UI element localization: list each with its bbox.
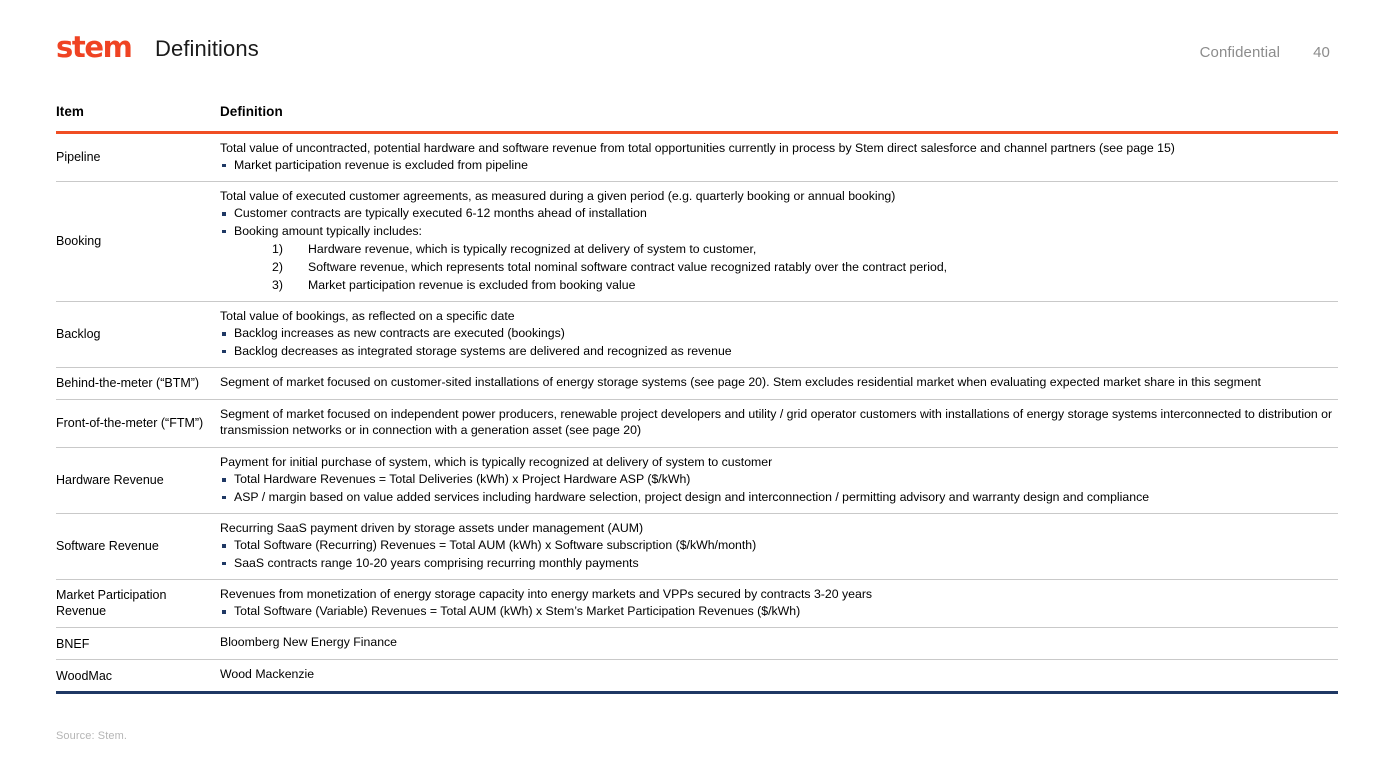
bottom-rule [56, 691, 1338, 694]
definition-numbered-item [220, 260, 1338, 276]
cell-definition [220, 189, 1338, 294]
table-row [56, 628, 1338, 660]
definition-lead-text: Segment of market focused on independent power producers, renewable project developers and utility / grid operator customers with installations of energy storage systems interconnected to distribution or transmission networks or in connection with a generation asset (see page 20) [220, 406, 1333, 437]
cell-item: WoodMac [56, 668, 113, 683]
cell-definition [220, 635, 1338, 652]
source-note: Source: Stem. [56, 730, 127, 742]
list-item-text: Hardware revenue, which is typically recognized at delivery of system to customer, [308, 241, 757, 256]
definition-bullet: Booking amount typically includes: [220, 224, 1338, 240]
definition-bullet: Total Software (Variable) Revenues = Total AUM (kWh) x Stem’s Market Participation Revenues ($/kWh) [220, 604, 1338, 620]
definition-lead-text: Segment of market focused on customer-sited installations of energy storage systems (see page 20). Stem excludes residential market when evaluating expected market share in this segment [220, 374, 1261, 389]
definition-lead-text: Bloomberg New Energy Finance [220, 635, 398, 650]
list-marker: 1) [272, 241, 283, 256]
table-body [56, 134, 1338, 692]
definition-numbered-item [220, 278, 1338, 294]
definition-bullet-list [220, 206, 1338, 239]
definition-bullet: Customer contracts are typically executed 6-12 months ahead of installation [220, 206, 1338, 222]
cell-item: Booking [56, 234, 102, 249]
definition-lead-text: Recurring SaaS payment driven by storage assets under management (AUM) [220, 520, 644, 535]
cell-definition [220, 587, 1338, 620]
cell-definition [220, 309, 1338, 360]
cell-item: Market Participation Revenue [56, 588, 167, 619]
table-row [56, 400, 1338, 448]
definition-numbered-item [220, 242, 1338, 258]
definition-bullet: Total Software (Recurring) Revenues = Total AUM (kWh) x Software subscription ($/kWh/month) [220, 538, 1338, 554]
cell-definition [220, 375, 1338, 392]
table-row [56, 514, 1338, 580]
table-row [56, 182, 1338, 302]
table-row [56, 448, 1338, 514]
slide-header [0, 0, 1388, 96]
table-header-row [56, 104, 1338, 128]
stem-logo: stem [56, 30, 132, 64]
cell-item: Backlog [56, 327, 101, 342]
table-row [56, 302, 1338, 368]
cell-item: Front-of-the-meter (“FTM”) [56, 416, 204, 431]
table-row [56, 580, 1338, 628]
page-number: 40 [1313, 44, 1330, 61]
definition-bullet-list [220, 472, 1338, 505]
cell-item: BNEF [56, 636, 90, 651]
definition-lead-text: Wood Mackenzie [220, 667, 315, 682]
definition-lead-text: Revenues from monetization of energy storage capacity into energy markets and VPPs secured by contracts 3-20 years [220, 586, 873, 601]
cell-item: Pipeline [56, 150, 101, 165]
definition-lead-text: Total value of executed customer agreements, as measured during a given period (e.g. quarterly booking or annual booking) [220, 188, 896, 203]
definition-lead-text: Payment for initial purchase of system, which is typically recognized at delivery of system to customer [220, 454, 773, 469]
cell-item: Behind-the-meter (“BTM”) [56, 376, 200, 391]
definition-bullet-list [220, 326, 1338, 359]
definition-bullet-list [220, 604, 1338, 620]
list-marker: 2) [272, 259, 283, 274]
cell-definition [220, 521, 1338, 572]
cell-definition [220, 407, 1338, 440]
definition-bullet-list [220, 158, 1338, 174]
cell-item: Software Revenue [56, 539, 159, 554]
confidential-label: Confidential [1199, 44, 1280, 61]
definition-lead-text: Total value of uncontracted, potential hardware and software revenue from total opportunities currently in process by Stem direct salesforce and channel partners (see page 15) [220, 140, 1175, 155]
definition-bullet: Market participation revenue is excluded from pipeline [220, 158, 1338, 174]
column-header-item: Item [56, 104, 84, 119]
table-row [56, 134, 1338, 182]
definition-bullet: ASP / margin based on value added services including hardware selection, project design and interconnection / permitting advisory and warranty design and compliance [220, 490, 1338, 506]
cell-definition [220, 667, 1338, 684]
list-item-text: Market participation revenue is excluded from booking value [308, 277, 636, 292]
definition-lead-text: Total value of bookings, as reflected on a specific date [220, 308, 515, 323]
definition-numbered-list [220, 242, 1338, 294]
cell-definition [220, 455, 1338, 506]
list-marker: 3) [272, 277, 283, 292]
page-title: Definitions [155, 36, 259, 61]
list-item-text: Software revenue, which represents total nominal software contract value recognized ratably over the contract period, [308, 259, 948, 274]
definition-bullet: Backlog increases as new contracts are executed (bookings) [220, 326, 1338, 342]
definition-bullet: Backlog decreases as integrated storage systems are delivered and recognized as revenue [220, 344, 1338, 360]
cell-definition [220, 141, 1338, 174]
definitions-table [56, 104, 1338, 694]
table-row [56, 660, 1338, 691]
table-row [56, 368, 1338, 400]
definition-bullet: Total Hardware Revenues = Total Deliveries (kWh) x Project Hardware ASP ($/kWh) [220, 472, 1338, 488]
cell-item: Hardware Revenue [56, 473, 164, 488]
definition-bullet: SaaS contracts range 10-20 years comprising recurring monthly payments [220, 556, 1338, 572]
definition-bullet-list [220, 538, 1338, 571]
column-header-definition: Definition [220, 104, 283, 119]
